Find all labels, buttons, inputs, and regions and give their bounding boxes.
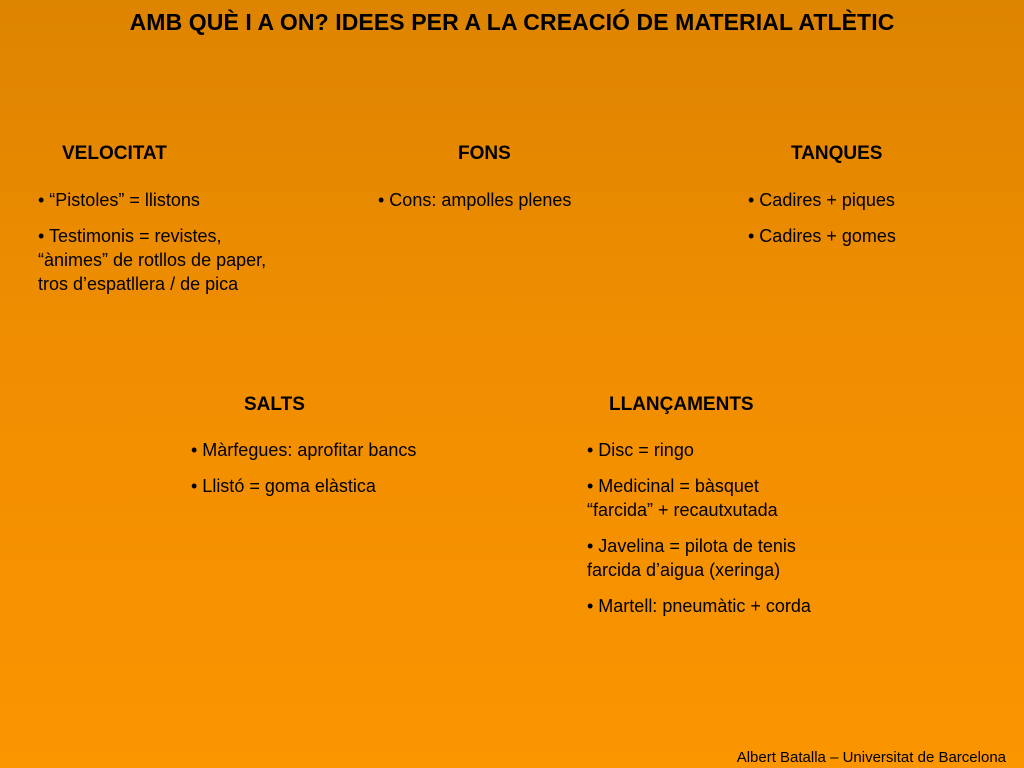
footer-credit: Albert Batalla – Universitat de Barcelona xyxy=(736,749,1006,766)
list-item: • Martell: pneumàtic + corda xyxy=(587,596,811,616)
list-tanques xyxy=(748,188,896,260)
list-llancaments xyxy=(587,438,811,630)
list-item: • Cadires + piques xyxy=(748,190,895,210)
list-fons xyxy=(378,188,571,224)
heading-fons: FONS xyxy=(458,143,511,164)
list-item: farcida d’aigua (xeringa) xyxy=(587,560,781,580)
heading-llancaments: LLANÇAMENTS xyxy=(609,394,754,415)
list-item: • Cons: ampolles plenes xyxy=(378,190,572,210)
list-item: • Llistó = goma elàstica xyxy=(191,476,376,496)
heading-tanques: TANQUES xyxy=(791,143,883,164)
list-item: tros d’espatllera / de pica xyxy=(38,274,239,294)
list-item: “farcida” + recautxutada xyxy=(587,500,778,520)
list-item: • Màrfegues: aprofitar bancs xyxy=(191,440,417,460)
list-item: • Medicinal = bàsquet xyxy=(587,476,759,496)
heading-velocitat: VELOCITAT xyxy=(62,143,167,164)
list-item: • Disc = ringo xyxy=(587,440,694,460)
list-item: • Javelina = pilota de tenis xyxy=(587,536,796,556)
list-item: • “Pistoles” = llistons xyxy=(38,190,200,210)
list-salts xyxy=(191,438,416,510)
list-item: • Cadires + gomes xyxy=(748,226,896,246)
list-item: • Testimonis = revistes, xyxy=(38,226,222,246)
heading-salts: SALTS xyxy=(244,394,305,415)
list-velocitat xyxy=(38,188,266,308)
list-item: “ànimes” de rotllos de paper, xyxy=(38,250,267,270)
slide-title: AMB QUÈ I A ON? IDEES PER A LA CREACIÓ DE MATERIAL ATLÈTIC xyxy=(129,9,895,35)
